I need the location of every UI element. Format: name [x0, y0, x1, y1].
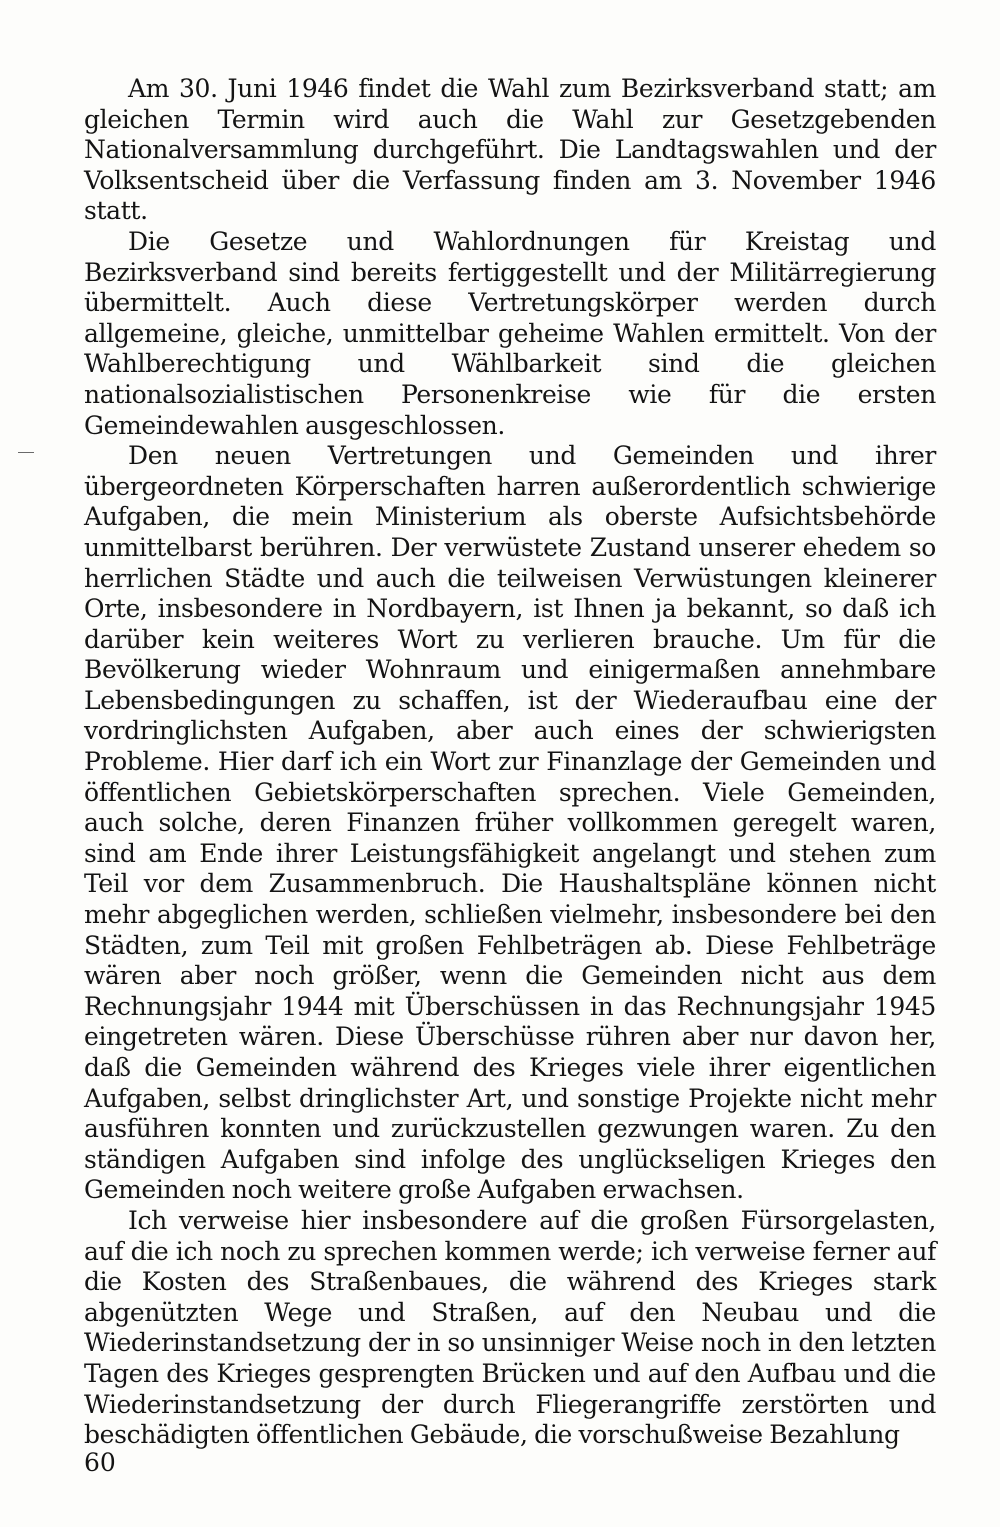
- page-number: 60: [84, 1448, 116, 1477]
- paragraph-3: Den neuen Vertretungen und Gemeinden und ihrer übergeordneten Körperschaften harren außerordentlich schwierige Aufgaben, die mein Ministerium als oberste Aufsichtsbehörde unmittelbarst berühren. Der verwüstete Zustand unserer ehedem so herrlichen Städte und auch die teilweisen Verwüstungen kleinerer Orte, insbesondere in Nordbayern, ist Ihnen ja bekannt, so daß ich darüber kein weiteres Wort zu verlieren brauche. Um für die Bevölkerung wieder Wohnraum und einigermaßen annehmbare Lebensbedingungen zu schaffen, ist der Wiederaufbau eine der vordringlichsten Aufgaben, aber auch eines der schwierigsten Probleme. Hier darf ich ein Wort zur Finanzlage der Gemeinden und öffentlichen Gebietskörperschaften sprechen. Viele Gemeinden, auch solche, deren Finanzen früher vollkommen geregelt waren, sind am Ende ihrer Leistungsfähigkeit angelangt und stehen zum Teil vor dem Zusammenbruch. Die Haushaltspläne können nicht mehr abgeglichen werden, schließen vielmehr, insbesondere bei den Städten, zum Teil mit großen Fehlbeträgen ab. Diese Fehlbeträge wären aber noch größer, wenn die Gemeinden nicht aus dem Rechnungsjahr 1944 mit Überschüssen in das Rechnungsjahr 1945 eingetreten wären. Diese Überschüsse rühren aber nur davon her, daß die Gemeinden während des Krieges viele ihrer eigentlichen Aufgaben, selbst dringlichster Art, und sonstige Projekte nicht mehr ausführen konnten und zurückzustellen gezwungen waren. Zu den ständigen Aufgaben sind infolge des unglückseligen Krieges den Gemeinden noch weitere große Aufgaben erwachsen.: [84, 441, 936, 1205]
- paragraph-4: Ich verweise hier insbesondere auf die großen Fürsorgelasten, auf die ich noch zu sprechen kommen werde; ich verweise ferner auf die Kosten des Straßenbaues, die während des Krieges stark abgenützten Wege und Straßen, auf den Neubau und die Wiederinstandsetzung der in so unsinniger Weise noch in den letzten Tagen des Krieges gesprengten Brücken und auf den Aufbau und die Wiederinstandsetzung der durch Fliegerangriffe zerstörten und beschädigten öffentlichen Gebäude, die vorschußweise Bezahlung: [84, 1205, 936, 1450]
- body-text: [84, 74, 936, 1451]
- paragraph-1: Am 30. Juni 1946 findet die Wahl zum Bezirksverband statt; am gleichen Termin wird auch die Wahl zur Gesetzgebenden Nationalversammlung durchgeführt. Die Landtagswahlen und der Volksentscheid über die Verfassung finden am 3. November 1946 statt.: [84, 74, 936, 226]
- paragraph-2: Die Gesetze und Wahlordnungen für Kreistag und Bezirksverband sind bereits fertiggestellt und der Militärregierung übermittelt. Auch diese Vertretungskörper werden durch allgemeine, gleiche, unmittelbar geheime Wahlen ermittelt. Von der Wahlberechtigung und Wählbarkeit sind die gleichen nationalsozialistischen Personenkreise wie für die ersten Gemeindewahlen ausgeschlossen.: [84, 226, 936, 440]
- margin-mark: [18, 452, 34, 453]
